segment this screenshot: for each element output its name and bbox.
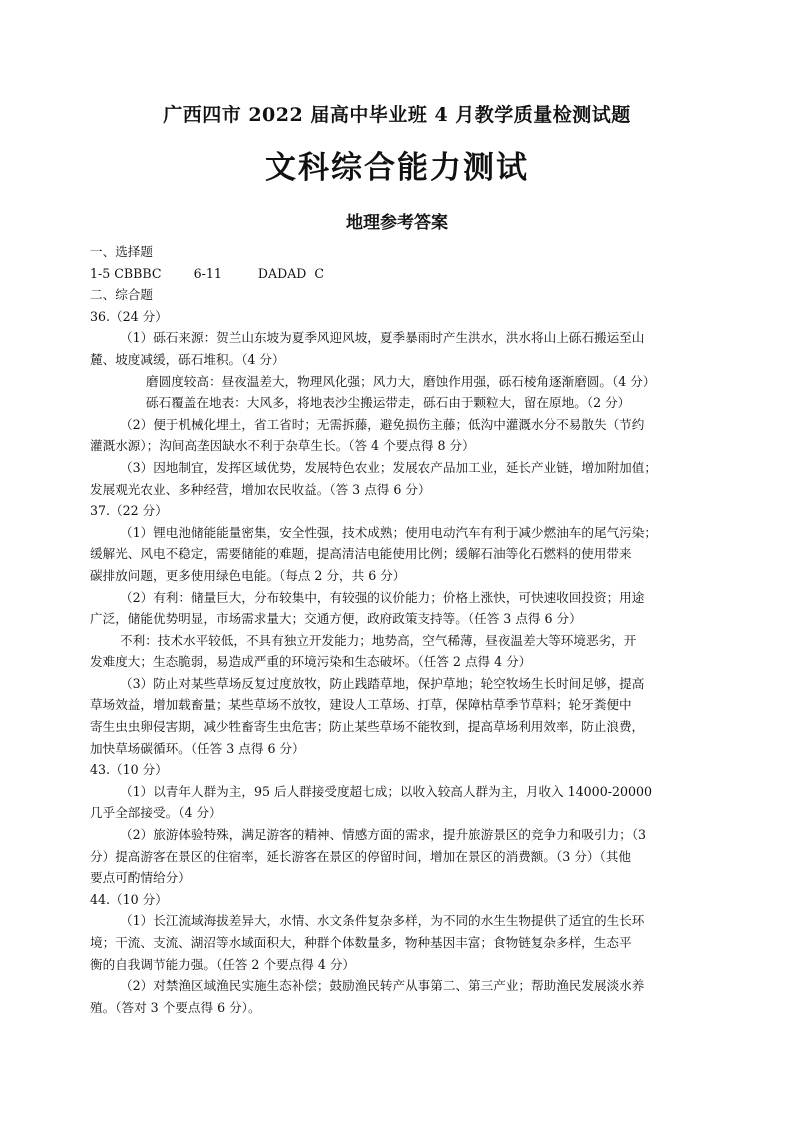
answer-line: 36.（24 分） (90, 308, 168, 324)
answer-line: 境；干流、支流、湖沼等水域面积大，种群个体数量多，物种基因丰富；食物链复杂多样，生态平 (90, 935, 632, 950)
answer-line: （1）锂电池储能能量密集，安全性强，技术成熟；使用电动汽车有利于减少燃油车的尾气污染； (120, 524, 657, 540)
subject-title: 文科综合能力测试 (265, 150, 529, 186)
answer-line: 磨圆度较高：昼夜温差大，物理风化强；风力大，磨蚀作用强，砾石棱角逐渐磨圆。（4 分） (146, 373, 656, 389)
answer-line: 43.（10 分） (90, 762, 168, 778)
answer-body (90, 241, 712, 1018)
answer-line: 灌溉水源）；沟间高垄因缺水不利于杂草生长。（答 4 个要点得 8 分） (90, 438, 475, 454)
answer-line: （1）以青年人群为主，95 后人群接受度超七成；以收入较高人群为主，月收入 14000-20000 (120, 783, 653, 799)
answer-line: 加快草场碳循环。（任答 3 点得 6 分） (90, 740, 305, 756)
answer-line: 分）提高游客在景区的住宿率，延长游客在景区的停留时间，增加在景区的消费额。（3 分）（其他 (90, 848, 631, 864)
answer-key-title: 地理参考答案 (346, 213, 448, 233)
answer-line: （1）砾石来源：贺兰山东坡为夏季风迎风坡，夏季暴雨时产生洪水，洪水将山上砾石搬运至山 (120, 330, 645, 346)
answer-line: （2）旅游体验特殊，满足游客的精神、情感方面的需求，提升旅游景区的竞争力和吸引力；（3 (120, 827, 647, 843)
answer-line: 37.（22 分） (90, 503, 168, 519)
answer-line: 不利：技术水平较低，不具有独立开发能力；地势高，空气稀薄，昼夜温差大等环境恶劣，开 (120, 632, 637, 648)
answer-line: 几乎全部接受。（4 分） (90, 805, 222, 821)
answer-line: 发难度大；生态脆弱，易造成严重的环境污染和生态破坏。（任答 2 点得 4 分） (90, 654, 532, 670)
answer-line: 1-5 CBBBC 6-11 DADAD C (90, 265, 325, 281)
answer-line: 草场效益，增加载畜量；某些草场不放牧，建设人工草场、打草，保障枯草季节草料；轮牙粪便中 (90, 697, 632, 713)
answer-line: 二、综合题 (90, 287, 153, 303)
answer-line: （2）有利：储量巨大，分布较集中，有较强的议价能力；价格上涨快，可快速收回投资；用途 (120, 589, 645, 605)
answer-line: 殖。（答对 3 个要点得 6 分）。 (90, 999, 261, 1015)
answer-line: 发展观光农业、多种经营，增加农民收益。（答 3 点得 6 分） (90, 481, 431, 497)
exam-title: 广西四市 2022 届高中毕业班 4 月教学质量检测试题 (163, 104, 631, 126)
answer-line: 一、选择题 (90, 244, 153, 259)
answer-line: （3）防止对某些草场反复过度放牧，防止践踏草地，保护草地；轮空牧场生长时间足够，提高 (120, 675, 645, 691)
answer-line: （3）因地制宜，发挥区域优势，发展特色农业；发展农产品加工业，延长产业链，增加附加值； (120, 459, 657, 475)
answer-line: 缓解光、风电不稳定，需要储能的难题，提高清洁电能使用比例；缓解石油等化石燃料的使用带来 (90, 546, 632, 562)
answer-line: 衡的自我调节能力强。（任答 2 个要点得 4 分） (90, 956, 356, 972)
answer-line: 砾石覆盖在地表：大风多，将地表沙尘搬运带走，砾石由于颗粒大，留在原地。（2 分） (146, 395, 631, 411)
answer-line: 麓、坡度减缓，砾石堆积。（4 分） (90, 351, 285, 367)
answer-line: （2）对禁渔区域渔民实施生态补偿；鼓励渔民转产从事第二、第三产业；帮助渔民发展淡水养 (120, 978, 645, 994)
answer-line: 要点可酌情给分） (90, 870, 191, 886)
answer-line: 碳排放问题，更多使用绿色电能。（每点 2 分，共 6 分） (90, 567, 406, 583)
answer-line: 44.（10 分） (90, 891, 168, 907)
answer-line: （1）长江流域海拔差异大，水情、水文条件复杂多样，为不同的水生生物提供了适宜的生长环 (120, 913, 645, 929)
answer-line: 广泛，储能优势明显，市场需求量大；交通方便，政府政策支持等。（任答 3 点得 6 分） (90, 611, 582, 627)
answer-line: 寄生虫虫卵侵害期，减少牲畜寄生虫危害；防止某些草场不能牧到，提高草场利用效率，防止浪费， (90, 719, 645, 735)
answer-line: （2）便于机械化埋土，省工省时；无需拆藤，避免损伤主藤；低沟中灌溉水分不易散失（节约 (120, 416, 645, 432)
